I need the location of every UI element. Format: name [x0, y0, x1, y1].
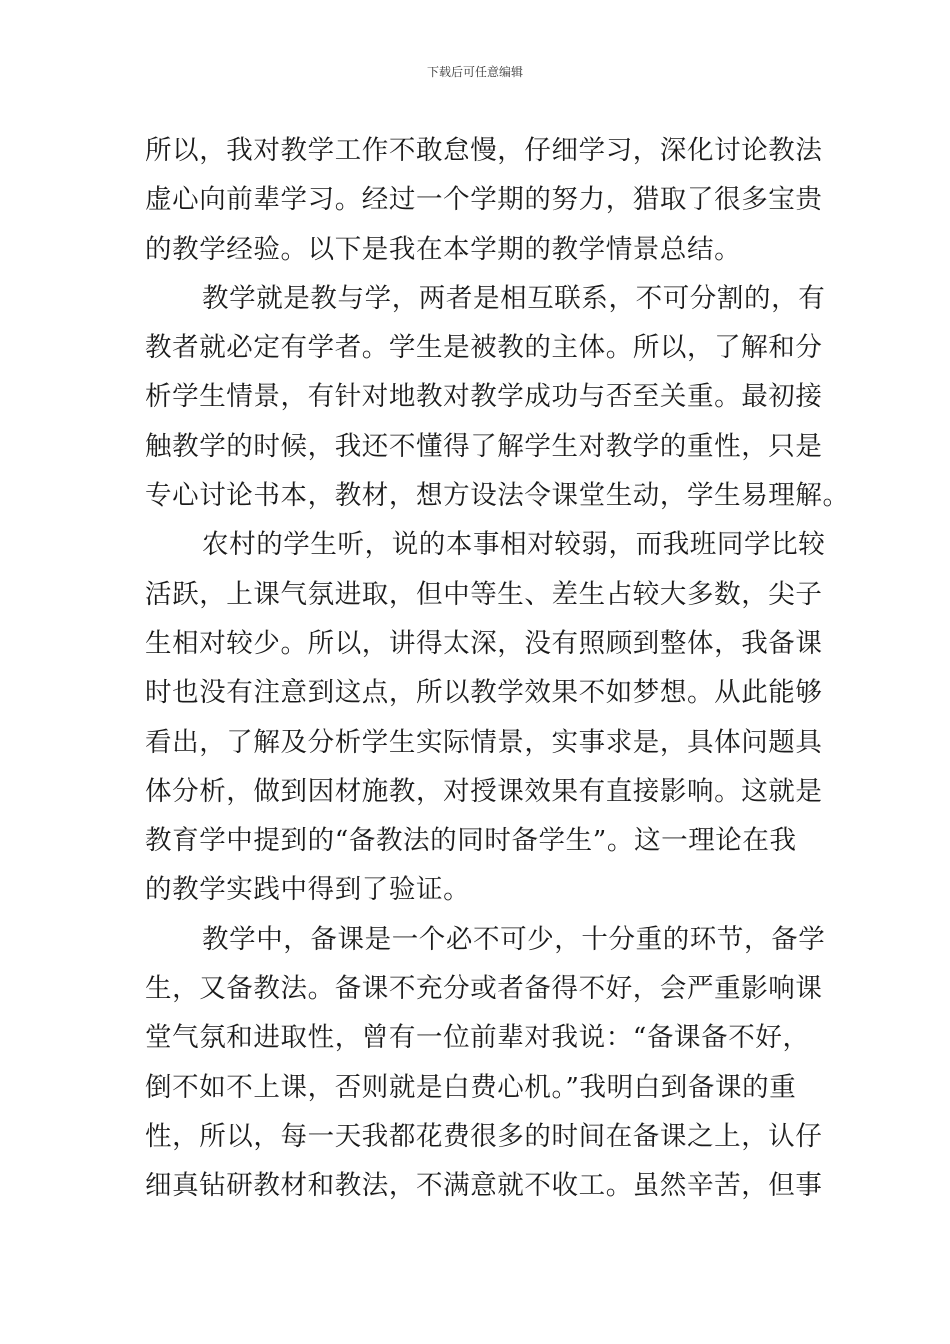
- text-line: 细真钻研教材和教法，不满意就不收工。虽然辛苦，但事: [145, 1170, 823, 1202]
- text-line: 教者就必定有学者。学生是被教的主体。所以，了解和分: [145, 332, 823, 364]
- paragraph: [145, 274, 850, 520]
- text-line: 虚心向前辈学习。经过一个学期的努力，猎取了很多宝贵: [145, 184, 823, 216]
- paragraph: [145, 915, 826, 1211]
- paragraph: [145, 126, 823, 274]
- text-line: 倒不如不上课，否则就是白费心机。”我明白到备课的重: [145, 1071, 797, 1103]
- text-line: 农村的学生听，说的本事相对较弱，而我班同学比较: [202, 529, 826, 561]
- text-line: 教学中，备课是一个必不可少，十分重的环节，备学: [202, 923, 826, 955]
- text-line: 的教学实践中得到了验证。: [145, 874, 471, 906]
- text-line: 性，所以，每一天我都花费很多的时间在备课之上，认仔: [145, 1120, 823, 1152]
- text-line: 教育学中提到的“备教法的同时备学生”。这一理论在我: [145, 825, 797, 857]
- page-header: 下载后可任意编辑: [426, 65, 523, 79]
- text-line: 体分析，做到因材施教，对授课效果有直接影响。这就是: [145, 775, 823, 807]
- text-line: 堂气氛和进取性，曾有一位前辈对我说：“备课备不好，: [145, 1022, 810, 1054]
- text-line: 看出，了解及分析学生实际情景，实事求是，具体问题具: [145, 726, 823, 758]
- text-line: 的教学经验。以下是我在本学期的教学情景总结。: [145, 233, 742, 265]
- text-line: 析学生情景，有针对地教对教学成功与否至关重。最初接: [145, 381, 823, 413]
- text-line: 教学就是教与学，两者是相互联系，不可分割的，有: [202, 282, 826, 314]
- document-body: [145, 126, 850, 1211]
- text-line: 生相对较少。所以，讲得太深，没有照顾到整体，我备课: [145, 627, 823, 659]
- text-line: 专心讨论书本，教材，想方设法令课堂生动，学生易理解。: [145, 480, 850, 512]
- paragraph: [145, 520, 826, 914]
- text-line: 时也没有注意到这点，所以教学效果不如梦想。从此能够: [145, 677, 823, 709]
- text-line: 触教学的时候，我还不懂得了解学生对教学的重性，只是: [145, 430, 823, 462]
- text-line: 所以，我对教学工作不敢怠慢，仔细学习，深化讨论教法: [145, 135, 823, 166]
- text-line: 生，又备教法。备课不充分或者备得不好，会严重影响课: [145, 973, 823, 1005]
- text-line: 活跃，上课气氛进取，但中等生、差生占较大多数，尖子: [145, 578, 823, 610]
